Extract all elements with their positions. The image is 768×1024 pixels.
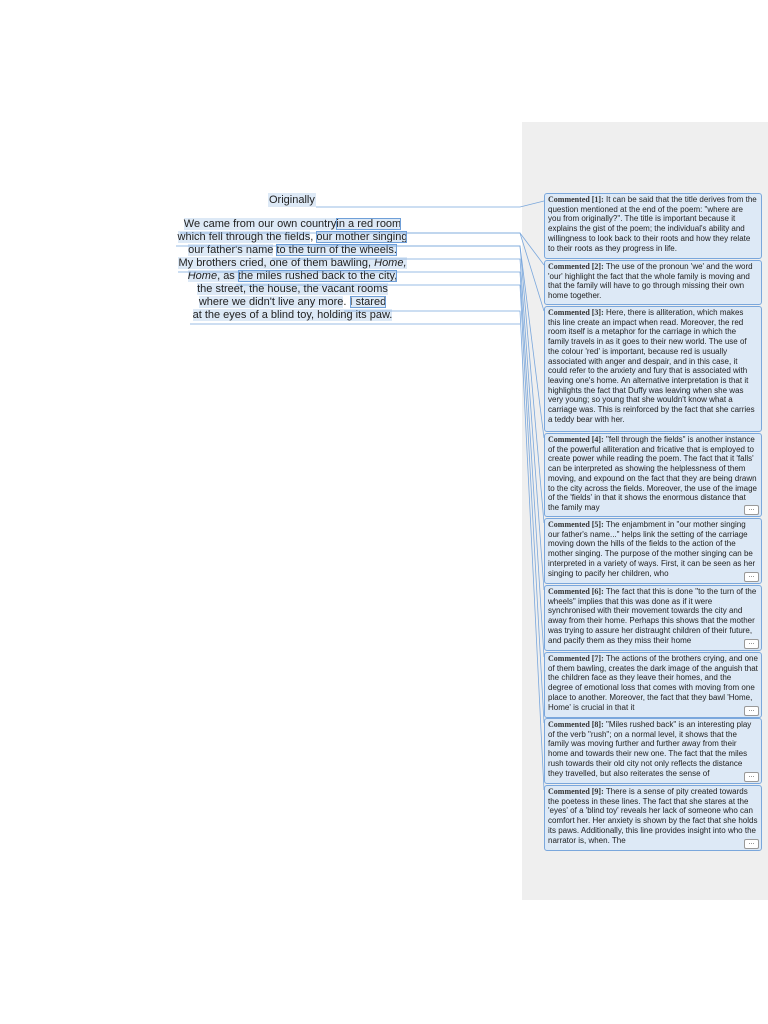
poem-title[interactable]: Originally — [269, 194, 315, 206]
comment-text: "Miles rushed back" is an interesting play of the verb "rush"; on a normal level, it shows that the family was moving further and further away from their home and towards their new one. The fact that the miles rush towards their old city not only reflects the distance they travelled, but also reiterates the sense of — [548, 720, 752, 778]
poem-text: My brothers cried, one of them bawling, — [178, 257, 375, 269]
poem-line — [170, 283, 415, 296]
comment-label: Commented [6]: — [548, 587, 604, 596]
poem-emphasis: Home, — [374, 257, 407, 269]
comment-3[interactable] — [544, 306, 762, 432]
comment-2[interactable] — [544, 260, 762, 305]
comment-anchor-9[interactable]: I stared — [349, 296, 387, 308]
comment-anchor-5b[interactable]: our father's name — [188, 244, 274, 256]
comment-4[interactable] — [544, 433, 762, 517]
comment-anchor-8[interactable]: the miles rushed back to the city, — [237, 270, 398, 282]
poem-body — [170, 218, 415, 322]
comment-anchor-6[interactable]: to the turn of the wheels. — [276, 244, 397, 256]
comment-anchor-7b[interactable] — [188, 270, 238, 282]
comment-8[interactable] — [544, 718, 762, 784]
comment-anchor-4[interactable]: which fell through the fields — [177, 231, 311, 243]
comment-text: The use of the pronoun 'we' and the word 'our' highlight the fact that the whole family is moving and that the family will have to go through missing their own home together. — [548, 262, 753, 301]
poem-line: which fell through the fields, our mother singing — [177, 231, 408, 243]
comment-5[interactable] — [544, 518, 762, 584]
expand-comment-button[interactable]: ... — [744, 706, 759, 716]
expand-comment-button[interactable]: ... — [744, 839, 759, 849]
expand-comment-button[interactable]: ... — [744, 772, 759, 782]
comment-anchor-5[interactable]: our mother singing — [316, 231, 408, 243]
comment-anchor-7[interactable] — [178, 257, 406, 269]
comment-text: The actions of the brothers crying, and one of them bawling, creates the dark image of the anguish that the children face as they leave their homes, and the degree of emotional loss that comes with moving from one place to another. Moreover, the fact that they bawl 'Home, Home' is crucial in that it — [548, 654, 758, 712]
expand-comment-button[interactable]: ... — [744, 572, 759, 582]
comment-label: Commented [7]: — [548, 654, 604, 663]
comment-anchor-9b[interactable]: at the eyes of a blind toy, holding its paw. — [192, 309, 393, 321]
poem-line: where we didn't live any more. I stared — [198, 296, 387, 308]
comment-label: Commented [9]: — [548, 787, 604, 796]
comment-6[interactable] — [544, 585, 762, 651]
comment-label: Commented [2]: — [548, 262, 604, 271]
comment-text: The enjambment in "our mother singing our father's name..." helps link the setting of the carriage moving down the hills of the fields to the action of the mother singing. The purpose of the mother singing can be interpreted in a variety of ways. First, it can be seen as her singing to pacify her children, who — [548, 520, 756, 578]
poem-line — [170, 309, 415, 322]
comment-1[interactable] — [544, 193, 762, 259]
expand-comment-button[interactable]: ... — [744, 505, 759, 515]
poem-line — [170, 244, 415, 257]
comment-anchor-3[interactable]: in a red room — [336, 218, 402, 230]
comment-text: The fact that this is done "to the turn of the wheels" implies that this was done as if it were synchronised with their movement towards the city and away from their home. Perhaps this shows that the mother was trying to assure her distraught children of their future, and pacify them as they miss their home — [548, 587, 757, 645]
comment-9[interactable] — [544, 785, 762, 851]
poem-line — [170, 218, 415, 231]
comment-anchor-2[interactable]: We came from our own country — [183, 218, 337, 230]
poem-line — [170, 270, 415, 283]
poem-line — [170, 257, 415, 270]
comment-text: "fell through the fields" is another instance of the powerful alliteration and fricative that is employed to create power while reading the poem. The fact that it 'falls' can be interpreted as showing the helplessness of them moving, and expound on the fact that they are being drawn to the city across the fields. Moreover, the use of the image of the 'fields' in that it shows the enormous distance that the family may — [548, 435, 757, 512]
comment-anchor-8b[interactable]: the street, the house, the vacant rooms — [197, 283, 388, 295]
comment-text: It can be said that the title derives from the question mentioned at the end of the poem: "where are you from originally?". The title is important because it explains the gist of the poem; the individual's ability and willingness to look back to their roots and how they relate to their roots as they progress in life. — [548, 195, 757, 253]
comment-label: Commented [5]: — [548, 520, 604, 529]
poem-text: , as — [217, 270, 238, 282]
poem-emphasis: Home — [187, 270, 218, 282]
comment-label: Commented [1]: — [548, 195, 604, 204]
expand-comment-button[interactable]: ... — [744, 639, 759, 649]
comment-text: There is a sense of pity created towards the poetess in these lines. The fact that she stares at the 'eyes' of a 'blind toy' reveals her lack of someone who can comfort her. Her anxiety is shown by the fact that she holds its paws. Additionally, this line provides insight into who the narrator is, when. The — [548, 787, 758, 845]
comment-7[interactable] — [544, 652, 762, 718]
comment-label: Commented [3]: — [548, 308, 604, 317]
comment-anchor-8c[interactable]: where we didn't live any more — [198, 296, 344, 308]
comment-text: Here, there is alliteration, which makes this line create an impact when read. Moreover, the red room itself is a metaphor for the carriage in which the family travels in as it goes to their new world. The use of the colour 'red' is important, because red is usually associated with anger and despair, and in this case, it could refer to the anxiety and fury that is associated with leaving one's home. An alternative interpretation is that it highlights the fact that Duffy was leaving when she was very young; so young that she wouldn't know what a carriage was. This is reinforced by the fact that she carries a teddy bear with her. — [548, 308, 755, 424]
comment-label: Commented [8]: — [548, 720, 604, 729]
comment-label: Commented [4]: — [548, 435, 604, 444]
